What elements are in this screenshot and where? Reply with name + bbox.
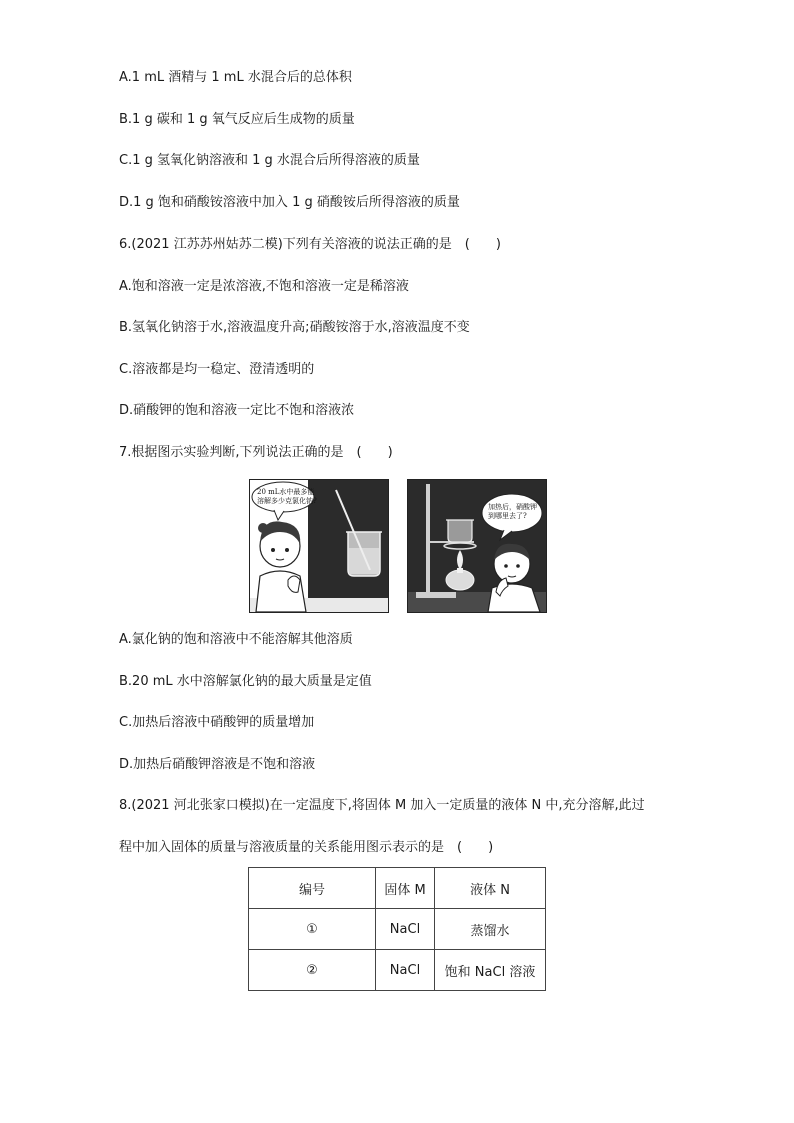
option-7d: D.加热后硝酸钾溶液是不饱和溶液 xyxy=(119,757,316,772)
right-bubble-line-2: 到哪里去了? xyxy=(488,512,527,520)
option-5b: B.1 g 碳和 1 g 氧气反应后生成物的质量 xyxy=(119,112,355,127)
option-6d: D.硝酸钾的饱和溶液一定比不饱和溶液浓 xyxy=(119,403,355,418)
option-7b: B.20 mL 水中溶解氯化钠的最大质量是定值 xyxy=(119,674,372,689)
table-cell: NaCl xyxy=(376,950,435,991)
option-6a: A.饱和溶液一定是浓溶液,不饱和溶液一定是稀溶液 xyxy=(119,279,409,294)
table-cell: ① xyxy=(249,909,376,950)
solid-liquid-table xyxy=(248,867,546,991)
experiment-figure xyxy=(249,479,547,613)
table-header-cell: 液体 N xyxy=(435,868,546,909)
left-bubble-line-2: 溶解多少克氯化钠? xyxy=(257,497,317,505)
option-6b: B.氢氧化钠溶于水,溶液温度升高;硝酸铵溶于水,溶液温度不变 xyxy=(119,320,470,335)
option-5a: A.1 mL 酒精与 1 mL 水混合后的总体积 xyxy=(119,70,352,85)
table-row xyxy=(249,909,546,950)
boy-heating-illustration xyxy=(408,480,546,612)
table-row xyxy=(249,950,546,991)
table-header-cell: 固体 M xyxy=(376,868,435,909)
question-6: 6.(2021 江苏苏州姑苏二模)下列有关溶液的说法正确的是 ( ) xyxy=(119,237,501,252)
option-7c: C.加热后溶液中硝酸钾的质量增加 xyxy=(119,715,315,730)
table-cell: ② xyxy=(249,950,376,991)
question-7: 7.根据图示实验判断,下列说法正确的是 ( ) xyxy=(119,445,393,460)
question-8-continued: 程中加入固体的质量与溶液质量的关系能用图示表示的是 ( ) xyxy=(119,840,494,855)
figure-right-panel xyxy=(407,479,547,613)
table-header-cell: 编号 xyxy=(249,868,376,909)
option-5d: D.1 g 饱和硝酸铵溶液中加入 1 g 硝酸铵后所得溶液的质量 xyxy=(119,195,460,210)
question-8: 8.(2021 河北张家口模拟)在一定温度下,将固体 M 加入一定质量的液体 N 中,充分溶解,此过 xyxy=(119,798,645,813)
option-6c: C.溶液都是均一稳定、澄清透明的 xyxy=(119,362,315,377)
right-bubble-line-1: 加热后，硝酸钾 xyxy=(488,503,537,511)
table-header-row xyxy=(249,868,546,909)
left-bubble-line-1: 20 mL水中最多能 xyxy=(257,488,315,496)
table-cell: 饱和 NaCl 溶液 xyxy=(435,950,546,991)
option-5c: C.1 g 氢氧化钠溶液和 1 g 水混合后所得溶液的质量 xyxy=(119,153,420,168)
option-7a: A.氯化钠的饱和溶液中不能溶解其他溶质 xyxy=(119,632,353,647)
figure-left-panel xyxy=(249,479,389,613)
table-cell: NaCl xyxy=(376,909,435,950)
table-cell: 蒸馏水 xyxy=(435,909,546,950)
